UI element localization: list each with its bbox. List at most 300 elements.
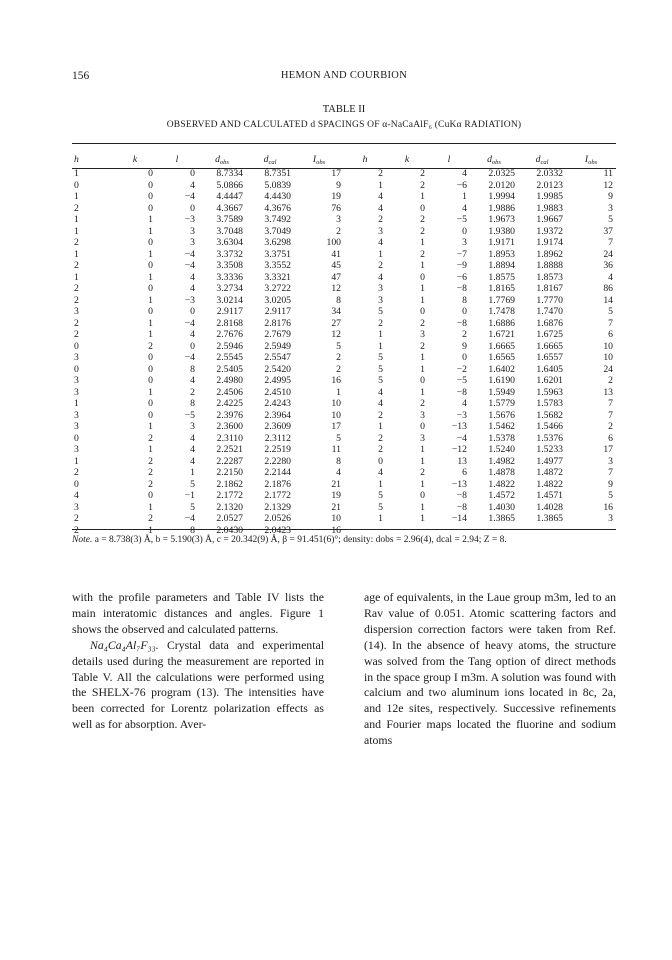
table-cell: 5.0839 — [264, 179, 291, 191]
table-cell: −4 — [456, 432, 467, 444]
table-cell: 2 — [74, 467, 79, 478]
table-cell: 4 — [190, 179, 195, 191]
column-header: $d_{cal}$ — [263, 153, 277, 166]
table-cell: 0 — [462, 225, 467, 237]
table-cell: 1.5233 — [536, 444, 563, 455]
table-cell: 2.4506 — [216, 386, 243, 398]
table-cell: 1 — [74, 191, 79, 202]
table-row — [72, 444, 616, 456]
table-cell: 2 — [148, 432, 153, 444]
table-cell: 1.5949 — [488, 386, 515, 398]
table-cell: 2.0430 — [216, 524, 243, 536]
table-cell: 0 — [74, 179, 79, 191]
table-row — [72, 237, 616, 249]
table-cell: 2 — [420, 248, 425, 260]
table-cell: 3 — [190, 421, 195, 432]
table-row — [72, 513, 616, 525]
table-cell: 1.4977 — [536, 455, 563, 467]
table-cell: −3 — [456, 409, 467, 421]
table-cell: 3 — [74, 375, 79, 386]
table-cell: 0 — [148, 306, 153, 317]
table-cell: 7 — [608, 317, 613, 329]
table-cell: 0 — [420, 202, 425, 214]
table-row — [72, 295, 616, 307]
table-cell: 8 — [190, 398, 195, 409]
table-cell: 0 — [148, 260, 153, 271]
table-cell: 1.9372 — [536, 225, 563, 237]
table-row — [72, 364, 616, 376]
table-cell: 1.5676 — [488, 409, 515, 421]
table-cell: 16 — [603, 501, 613, 513]
table-cell: 1 — [148, 294, 153, 306]
table-cell: 1 — [420, 363, 425, 375]
table-row — [72, 456, 616, 468]
table-row — [72, 180, 616, 192]
table-cell: 2 — [74, 283, 79, 294]
table-cell: 1 — [74, 214, 79, 225]
table-cell: 1 — [378, 340, 383, 352]
column-header: h — [74, 153, 79, 165]
table-cell: 2.5420 — [264, 363, 291, 375]
table-row — [72, 433, 616, 445]
table-row — [72, 249, 616, 261]
table-cell: 17 — [603, 444, 613, 455]
table-cell: 3.0205 — [264, 294, 291, 306]
table-cell: 2.3976 — [216, 409, 243, 421]
table-cell: 5 — [190, 478, 195, 490]
table-cell: 0 — [420, 306, 425, 317]
table-cell: 1.6886 — [488, 317, 515, 329]
table-cell: 13 — [457, 455, 467, 467]
table-cell: 3 — [74, 501, 79, 513]
table-row — [72, 168, 616, 180]
table-cell: 1.8962 — [536, 248, 563, 260]
table-cell: 1 — [378, 513, 383, 524]
table-cell: 1.8894 — [488, 260, 515, 271]
table-cell: 3 — [378, 283, 383, 294]
table-cell: −8 — [184, 524, 195, 536]
table-cell: 21 — [331, 478, 341, 490]
table-cell: 4 — [74, 490, 79, 501]
table-cell: 1.5462 — [488, 421, 515, 432]
table-cell: 0 — [462, 306, 467, 317]
table-row — [72, 214, 616, 226]
table-cell: 2.9117 — [216, 306, 243, 317]
table-cell: 16 — [331, 524, 341, 536]
table-cell: 1.7770 — [536, 294, 563, 306]
table-cell: 2.4225 — [216, 398, 243, 409]
table-cell: 17 — [331, 168, 341, 179]
table-cell: 2 — [608, 421, 613, 432]
table-cell: 1.8888 — [536, 260, 563, 271]
table-cell: 4 — [378, 202, 383, 214]
table-cell: 0 — [148, 202, 153, 214]
table-cell: 2.8168 — [216, 317, 243, 329]
table-cell: −3 — [184, 294, 195, 306]
table-cell: 86 — [603, 283, 613, 294]
table-cell: 2.4510 — [264, 386, 291, 398]
table-cell: 2.7679 — [264, 329, 291, 340]
column-header: l — [447, 153, 451, 165]
table-cell: 1.6402 — [488, 363, 515, 375]
table-cell: 0 — [190, 340, 195, 352]
table-cell: 1.4878 — [488, 467, 515, 478]
table-cell: 4 — [462, 202, 467, 214]
column-header: k — [404, 153, 410, 165]
table-cell: 0 — [190, 202, 195, 214]
table-cell: 5 — [608, 490, 613, 501]
table-cell: 2 — [74, 294, 79, 306]
table-cell: 0 — [148, 375, 153, 386]
table-cell: 2 — [74, 524, 79, 536]
table-cell: 1.4571 — [536, 490, 563, 501]
table-cell: 12 — [331, 283, 341, 294]
table-row — [72, 387, 616, 399]
table-cell: 2.2144 — [264, 467, 291, 478]
table-cell: −12 — [451, 444, 467, 455]
table-cell: 5 — [378, 352, 383, 363]
table-cell: 1 — [148, 329, 153, 340]
table-cell: 3 — [420, 432, 425, 444]
table-cell: 0 — [420, 421, 425, 432]
table-cell: 3 — [190, 225, 195, 237]
table-cell: 2 — [190, 386, 195, 398]
table-cell: 2.4980 — [216, 375, 243, 386]
table-cell: 4.3667 — [216, 202, 243, 214]
table-cell: 2.3964 — [264, 409, 291, 421]
table-row — [72, 467, 616, 479]
table-row — [72, 191, 616, 203]
table-cell: 3.3321 — [264, 271, 291, 283]
table-cell: 1.9174 — [536, 237, 563, 248]
table-cell: 2 — [378, 168, 383, 179]
table-cell: 4 — [462, 168, 467, 179]
table-cell: 3.7492 — [264, 214, 291, 225]
table-cell: −4 — [184, 248, 195, 260]
table-cell: 4 — [190, 455, 195, 467]
column-header: $d_{obs}$ — [487, 153, 501, 166]
table-cell: 1.6725 — [536, 329, 563, 340]
table-cell: 1 — [148, 214, 153, 225]
table-cell: 1.5783 — [536, 398, 563, 409]
table-cell: 1 — [420, 283, 425, 294]
table-cell: 1 — [148, 248, 153, 260]
table-row — [72, 226, 616, 238]
table-cell: 37 — [603, 225, 613, 237]
table-cell: 1.6405 — [536, 363, 563, 375]
table-cell: 4 — [378, 191, 383, 202]
table-cell: 1.8953 — [488, 248, 515, 260]
table-bottom-rule — [72, 529, 616, 530]
table-cell: 6 — [462, 467, 467, 478]
table-cell: 1.3865 — [536, 513, 563, 524]
table-cell: 2.1772 — [264, 490, 291, 501]
page-header — [72, 70, 616, 86]
table-cell: 41 — [331, 248, 341, 260]
table-cell: 2 — [378, 317, 383, 329]
table-cell: 1.5240 — [488, 444, 515, 455]
table-cell: 7 — [608, 398, 613, 409]
table-cell: 1.5779 — [488, 398, 515, 409]
table-cell: 1.8575 — [488, 271, 515, 283]
table-cell: 0 — [462, 352, 467, 363]
table-cell: 16 — [331, 375, 341, 386]
table-row — [72, 203, 616, 215]
table-cell: 0 — [148, 363, 153, 375]
table-cell: −6 — [456, 271, 467, 283]
table-cell: 0 — [420, 271, 425, 283]
table-cell: 1.6665 — [488, 340, 515, 352]
table-header-row — [72, 150, 616, 168]
table-cell: 7 — [608, 467, 613, 478]
table-cell: 1 — [74, 225, 79, 237]
table-cell: 1 — [420, 352, 425, 363]
table-cell: 2 — [608, 375, 613, 386]
table-cell: 0 — [378, 455, 383, 467]
table-cell: 1 — [378, 329, 383, 340]
table-cell: 4.4430 — [264, 191, 291, 202]
table-body — [72, 168, 616, 536]
table-cell: 10 — [331, 398, 341, 409]
table-cell: 2 — [74, 202, 79, 214]
table-cell: 24 — [603, 363, 613, 375]
table-cell: 0 — [148, 237, 153, 248]
table-cell: 2.5946 — [216, 340, 243, 352]
table-cell: 2 — [148, 478, 153, 490]
table-cell: 2.2519 — [264, 444, 291, 455]
table-cell: 14 — [603, 294, 613, 306]
table-cell: 3.3508 — [216, 260, 243, 271]
table-cell: 2.0325 — [488, 168, 515, 179]
table-cell: 1 — [378, 478, 383, 490]
table-row — [72, 410, 616, 422]
table-cell: 0 — [74, 363, 79, 375]
table-cell: −14 — [451, 513, 467, 524]
table-cell: 8 — [190, 363, 195, 375]
table-cell: 5 — [336, 340, 341, 352]
table-cell: 3 — [608, 455, 613, 467]
table-cell: 5 — [608, 214, 613, 225]
table-cell: −4 — [184, 191, 195, 202]
table-cell: 1 — [148, 386, 153, 398]
table-cell: 2 — [420, 225, 425, 237]
table-cell: 5 — [378, 306, 383, 317]
table-note — [72, 534, 616, 547]
table-cell: 6 — [608, 432, 613, 444]
table-cell: 2 — [420, 179, 425, 191]
table-cell: −5 — [456, 214, 467, 225]
table-cell: 8 — [462, 294, 467, 306]
table-cell: 2.4995 — [264, 375, 291, 386]
table-cell: 4 — [190, 283, 195, 294]
table-cell: 4 — [378, 398, 383, 409]
table-cell: 9 — [336, 179, 341, 191]
table-cell: 2.1320 — [216, 501, 243, 513]
table-cell: 3.3552 — [264, 260, 291, 271]
table-cell: 1.9994 — [488, 191, 515, 202]
table-cell: 1 — [74, 248, 79, 260]
table-cell: 1 — [420, 455, 425, 467]
body-column-right — [364, 590, 616, 749]
table-cell: 2 — [336, 352, 341, 363]
table-cell: 2.0120 — [488, 179, 515, 191]
table-cell: 2.0332 — [536, 168, 563, 179]
table-cell: 2.1329 — [264, 501, 291, 513]
table-cell: 1.6721 — [488, 329, 515, 340]
table-cell: 1 — [420, 294, 425, 306]
table-cell: 1.8573 — [536, 271, 563, 283]
table-cell: 1 — [420, 513, 425, 524]
table-cell: 3.3751 — [264, 248, 291, 260]
table-cell: 8 — [336, 455, 341, 467]
table-cell: 1 — [420, 478, 425, 490]
table-cell: 1 — [336, 386, 341, 398]
table-cell: 4 — [190, 444, 195, 455]
paragraph — [72, 638, 324, 733]
table-cell: 2.0526 — [264, 513, 291, 524]
table-cell: 6 — [608, 329, 613, 340]
paragraph-text: Crystal data and experimental details used during the measurement are reported in Table V. All the calculations were performed using the SHELX-76 program (13). The intensities have been corrected for Lorentz polarization effects as well as for absorption. Aver- — [72, 637, 324, 732]
table-cell: 4 — [378, 271, 383, 283]
table-cell: 2.4243 — [264, 398, 291, 409]
table-cell: 2 — [148, 513, 153, 524]
table-row — [72, 283, 616, 295]
table-cell: 1 — [148, 317, 153, 329]
table-cell: 10 — [331, 409, 341, 421]
table-cell: 3 — [462, 237, 467, 248]
table-cell: 2.5405 — [216, 363, 243, 375]
table-cell: 1 — [420, 260, 425, 271]
table-cell: 2.5949 — [264, 340, 291, 352]
table-cell: 1.5963 — [536, 386, 563, 398]
table-cell: 0 — [148, 352, 153, 363]
table-cell: −4 — [184, 317, 195, 329]
table-cell: 0 — [74, 432, 79, 444]
table-cell: 1.4822 — [536, 478, 563, 490]
column-header: h — [362, 153, 368, 165]
table-cell: 3 — [74, 306, 79, 317]
table-cell: 1.9667 — [536, 214, 563, 225]
table-cell: 3 — [74, 444, 79, 455]
table-cell: 3.7048 — [216, 225, 243, 237]
table-cell: 3 — [420, 329, 425, 340]
table-cell: 2.1772 — [216, 490, 243, 501]
table-cell: 5 — [378, 375, 383, 386]
table-cell: 4 — [190, 375, 195, 386]
table-cell: 1.6565 — [488, 352, 515, 363]
table-cell: −8 — [456, 490, 467, 501]
table-cell: 100 — [326, 237, 341, 248]
table-cell: 3.7589 — [216, 214, 243, 225]
table-cell: 10 — [603, 352, 613, 363]
table-cell: 2 — [378, 432, 383, 444]
table-cell: 2.3112 — [264, 432, 291, 444]
table-row — [72, 502, 616, 514]
table-cell: −8 — [456, 283, 467, 294]
table-cell: 4 — [190, 271, 195, 283]
table-cell: 2.1862 — [216, 478, 243, 490]
table-cell: −8 — [456, 501, 467, 513]
table-cell: 2.2521 — [216, 444, 243, 455]
table-cell: 13 — [603, 386, 613, 398]
table-cell: 2 — [148, 467, 153, 478]
table-cell: 3 — [608, 513, 613, 524]
table-cell: 1 — [420, 191, 425, 202]
table-row — [72, 352, 616, 364]
table-cell: 2.1876 — [264, 478, 291, 490]
table-cell: 2.3600 — [216, 421, 243, 432]
d-spacing-table — [72, 150, 616, 536]
table-cell: 1.9380 — [488, 225, 515, 237]
table-cell: 0 — [148, 168, 153, 179]
table-cell: 1.9171 — [488, 237, 515, 248]
table-cell: 1 — [420, 237, 425, 248]
table-cell: 4 — [378, 467, 383, 478]
table-cell: 3 — [336, 214, 341, 225]
table-cell: 1.3865 — [488, 513, 515, 524]
table-cell: 2.8176 — [264, 317, 291, 329]
table-cell: 1.4572 — [488, 490, 515, 501]
table-cell: 1.7769 — [488, 294, 515, 306]
table-cell: −13 — [451, 478, 467, 490]
column-header: $d_{obs}$ — [215, 153, 229, 166]
table-title: OBSERVED AND CALCULATED d SPACINGS OF α-NaCaAlF₆ (CuKα RADIATION) — [166, 120, 522, 130]
table-cell: 2 — [462, 329, 467, 340]
table-cell: 2.3110 — [216, 432, 243, 444]
table-cell: 1 — [378, 421, 383, 432]
table-cell: 1.5682 — [536, 409, 563, 421]
table-cell: 12 — [603, 179, 613, 191]
table-cell: 1.7470 — [536, 306, 563, 317]
table-cell: 4 — [462, 398, 467, 409]
table-cell: 5.0866 — [216, 179, 243, 191]
table-cell: 3.7049 — [264, 225, 291, 237]
table-cell: 5 — [336, 432, 341, 444]
table-cell: 2.2280 — [264, 455, 291, 467]
table-cell: 2.7676 — [216, 329, 243, 340]
table-cell: 4.4447 — [216, 191, 243, 202]
column-header: $I_{obs}$ — [312, 153, 326, 166]
table-cell: 1.4028 — [536, 501, 563, 513]
table-cell: 0 — [74, 340, 79, 352]
table-cell: 1 — [148, 421, 153, 432]
table-cell: 1.6557 — [536, 352, 563, 363]
table-cell: 1 — [74, 455, 79, 467]
table-cell: −7 — [456, 248, 467, 260]
table-row — [72, 479, 616, 491]
table-cell: 1.6665 — [536, 340, 563, 352]
table-cell: 5 — [378, 501, 383, 513]
table-cell: 0 — [74, 478, 79, 490]
table-cell: 0 — [148, 490, 153, 501]
table-cell: −4 — [184, 513, 195, 524]
table-cell: 36 — [603, 260, 613, 271]
table-cell: 4 — [336, 467, 341, 478]
table-cell: 1 — [148, 271, 153, 283]
column-header: $I_{obs}$ — [584, 153, 598, 166]
table-cell: 1.5466 — [536, 421, 563, 432]
table-cell: 3.0214 — [216, 294, 243, 306]
column-header: l — [175, 153, 179, 165]
table-row — [72, 260, 616, 272]
table-cell: 3 — [74, 421, 79, 432]
table-cell: 3.3732 — [216, 248, 243, 260]
table-cell: 0 — [190, 168, 195, 179]
table-row — [72, 329, 616, 341]
table-cell: 1.9673 — [488, 214, 515, 225]
table-cell: 19 — [331, 191, 341, 202]
table-cell: 1.5378 — [488, 432, 515, 444]
